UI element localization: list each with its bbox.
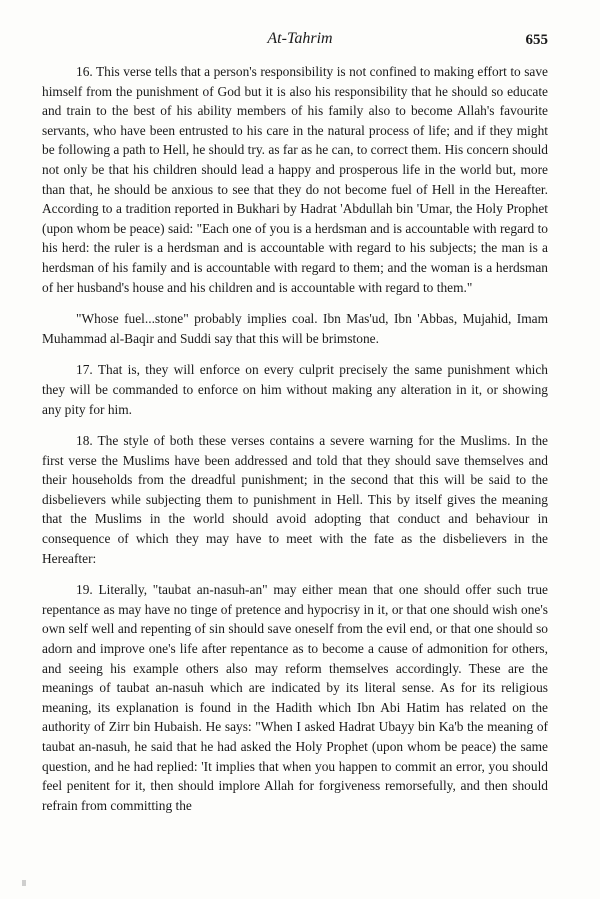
page-number: 655 [525, 32, 548, 48]
note-16-continued: "Whose fuel...stone" probably implies coal. Ibn Mas'ud, Ibn 'Abbas, Mujahid, Imam Muhammad al-Baqir and Suddi say that this will be brimstone. [42, 311, 548, 346]
running-head [0, 30, 600, 52]
running-title: At-Tahrim [267, 30, 333, 47]
scan-mark [22, 880, 26, 886]
page-body [42, 62, 548, 815]
note-17: 17. That is, they will enforce on every culprit precisely the same punishment which they will be commanded to enforce on him without making any alteration in it, or showing any pity for him. [42, 362, 548, 417]
note-18: 18. The style of both these verses contains a severe warning for the Muslims. In the first verse the Muslims have been addressed and told that they should save themselves and their households from the dreadful punishment; in the second that this will be said to the disbelievers while subjecting them to punishment in Hell. This by itself gives the meaning that the Muslims in the world should avoid adopting that conduct and behaviour in consequence of which they may have to meet with the fate as the disbelievers in the Hereafter: [42, 433, 548, 566]
note-19: 19. Literally, "taubat an-nasuh-an" may either mean that one should offer such true repentance as may have no tinge of pretence and hypocrisy in it, or that one should wish one's own self well and repenting of sin should save oneself from the evil end, or that one should so adorn and improve one's life after repentance as to become a cause of admonition for others, and seeing his example others also may reform themselves accordingly. These are the meanings of taubat an-nasuh which are indicated by its literal sense. As for its religious meaning, its explanation is found in the Hadith which Ibn Abi Hatim has related on the authority of Zirr bin Hubaish. He says: "When I asked Hadrat Ubayy bin Ka'b the meaning of taubat an-nasuh, he said that he had asked the Holy Prophet (upon whom be peace) the same question, and he had replied: 'It implies that when you happen to commit an error, you should feel penitent for it, then should implore Allah for forgiveness remorsefully, and then should refrain from committing the [42, 582, 548, 813]
note-16: 16. This verse tells that a person's responsibility is not confined to making effort to save himself from the punishment of God but it is also his responsibility that he should so educate and train to the best of his ability members of his family also to become Allah's favourite servants, who have been entrusted to his care in the natural process of life; and if they might be following a path to Hell, he should try. as far as he can, to correct them. His concern should not only be that his children should lead a happy and prosperous life in the world but, more than that, he should be anxious to see that they do not become fuel of Hell in the Hereafter. According to a tradition reported in Bukhari by Hadrat 'Abdullah bin 'Umar, the Holy Prophet (upon whom be peace) said: "Each one of you is a herdsman and is accountable with regard to his herd: the ruler is a herdsman and is accountable with regard to his subjects; the man is a herdsman of his family and is accountable with regard to them; and the woman is a herdsman of her husband's house and his children and is accountable with regard to them." [42, 64, 548, 295]
